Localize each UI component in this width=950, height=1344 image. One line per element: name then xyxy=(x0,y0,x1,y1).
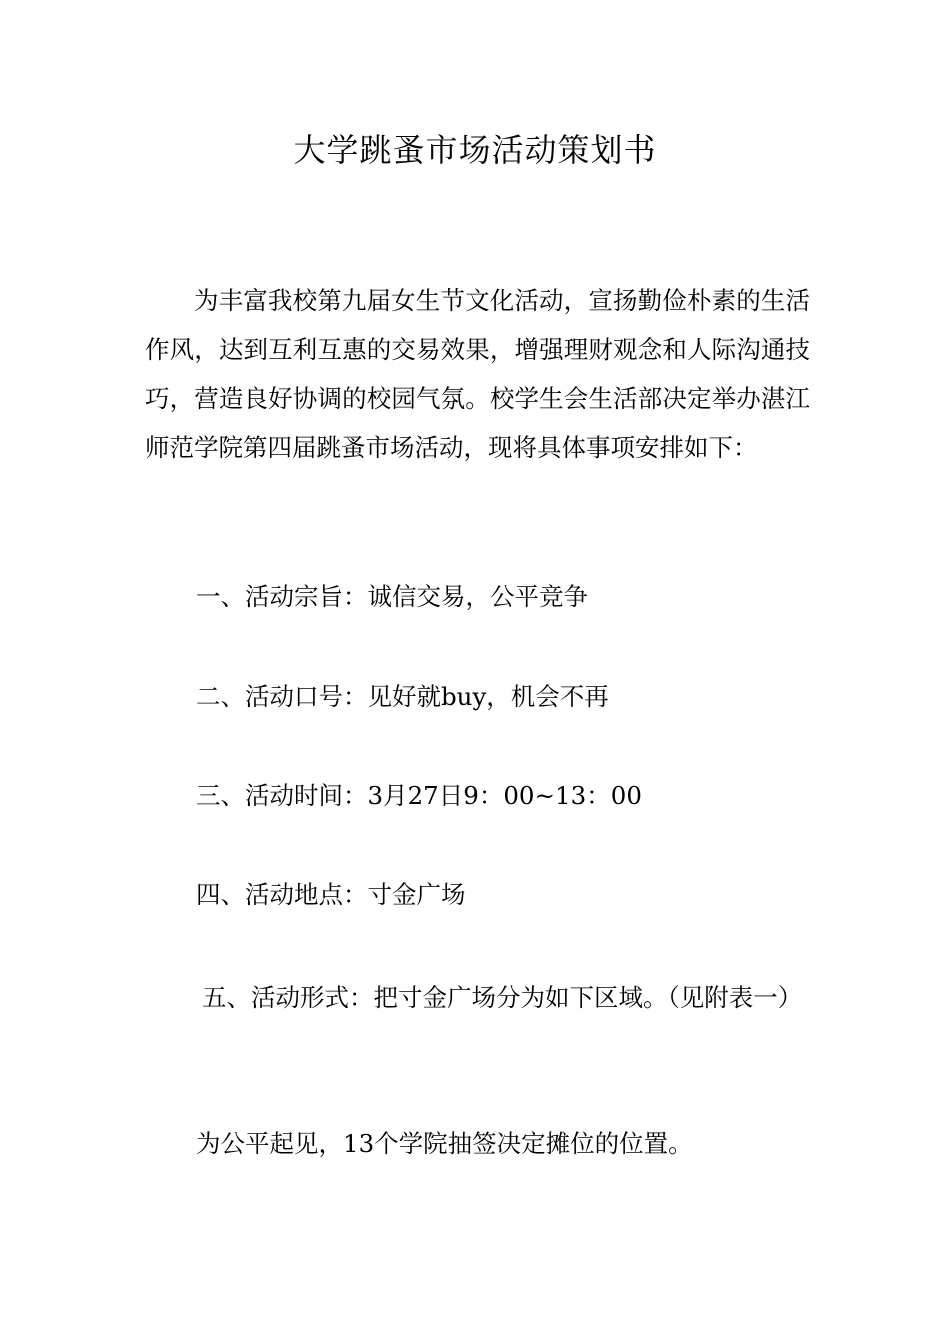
document-title: 大学跳蚤市场活动策划书 xyxy=(293,131,657,169)
item-time: 三、活动时间：3月27日9：00~13：00 xyxy=(196,781,642,810)
item-purpose: 一、活动宗旨：诚信交易，公平竞争 xyxy=(196,582,588,611)
item-slogan: 二、活动口号：见好就buy，机会不再 xyxy=(196,682,609,711)
item-location: 四、活动地点：寸金广场 xyxy=(196,880,466,909)
item-format: 五、活动形式：把寸金广场分为如下区域。（见附表一） xyxy=(202,983,803,1012)
closing-paragraph: 为公平起见，13个学院抽签决定摊位的位置。 xyxy=(196,1129,693,1158)
intro-paragraph: 为丰富我校第九届女生节文化活动，宣扬勤俭朴素的生活作风，达到互利互惠的交易效果，增强理财观念和人际沟通技巧，营造良好协调的校园气氛。校学生会生活部决定举办湛江师范学院第四届跳蚤市场活动，现将具体事项安排如下： xyxy=(145,286,810,462)
